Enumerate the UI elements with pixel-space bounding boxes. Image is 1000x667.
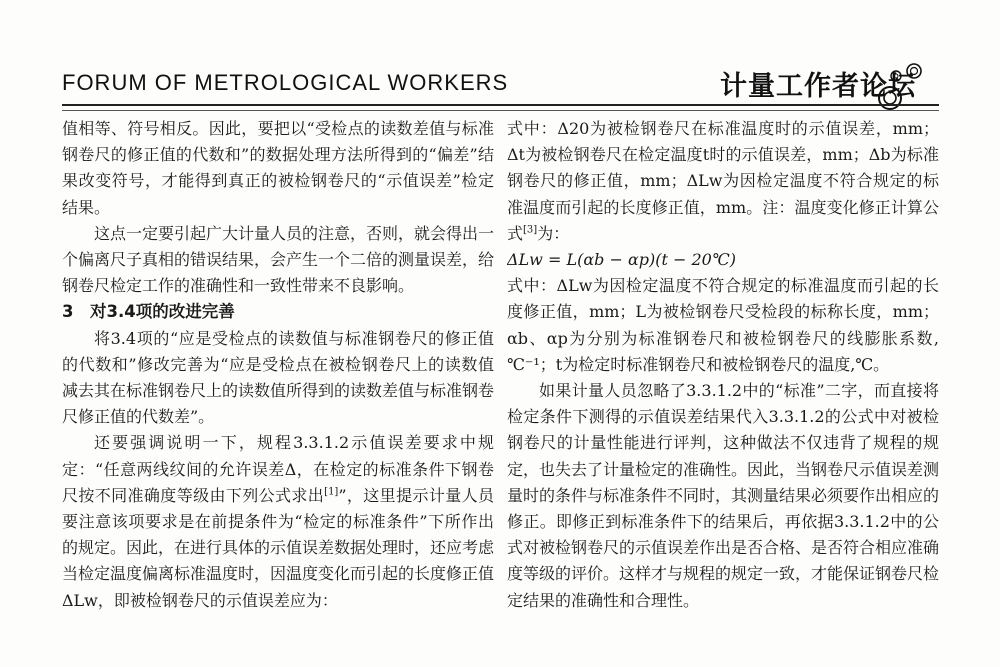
citation: [1]: [324, 486, 339, 498]
left-column: [62, 116, 494, 667]
journal-title-cn: 计量工作者论坛: [720, 71, 916, 102]
formula: ΔLw = L(αb − αp)(t − 20℃): [507, 250, 736, 270]
paragraph-text: 还要强调说明一下，规程3.3.1.2示值误差要求中规定：“任意两线纹间的允许误差Δ，在检定的标准条件下钢卷尺按不同准确度等级由下列公式求出: [62, 433, 494, 505]
header-rule-thin: [62, 110, 939, 111]
paragraph: [507, 116, 939, 247]
paragraph: 式中：ΔLw为因检定温度不符合规定的标准温度而引起的长度修正值，mm；L为被检钢卷尺受检段的标称长度，mm；αb、αp为分别为标准钢卷尺和被检钢卷尺的线膨胀系数,℃⁻¹；t为检定时标准钢卷尺和被检钢卷尺的温度,℃。: [507, 276, 939, 374]
paragraph-text: ”，这里提示计量人员要注意该项要求是在前提条件为“检定的标准条件”下所作出的规定。因此，在进行具体的示值误差数据处理时，还应考虑当检定温度偏离标准温度时，因温度变化而引起的长度修正值ΔLw，即被检钢卷尺的示值误差应为：: [62, 485, 494, 610]
journal-title-en: FORUM OF METROLOGICAL WORKERS: [62, 70, 509, 95]
paragraph: 将3.4项的“应是受检点的读数值与标准钢卷尺的修正值的代数和”修改完善为“应是受检点在被检钢卷尺上的读数值减去其在标准钢卷尺上的读数值所得到的读数差值与标准钢卷尺修正值的代数差”。: [62, 328, 494, 427]
section-heading: 3 对3.4项的改进完善: [62, 302, 235, 322]
header-rule: [62, 104, 939, 106]
citation: [3]: [523, 224, 538, 236]
paragraph: 这点一定要引起广大计量人员的注意，否则，就会得出一个偏离尺子真相的错误结果，会产生一个二倍的测量误差，给钢卷尺检定工作的准确性和一致性带来不良影响。: [62, 223, 494, 296]
paragraph: [62, 430, 494, 613]
paragraph-text: 为：: [537, 223, 570, 243]
paragraph: 如果计量人员忽略了3.3.1.2中的“标准”二字，而直接将检定条件下测得的示值误差结果代入3.3.1.2的公式中对被检钢卷尺的计量性能进行评判，这种做法不仅违背了规程的规定，也失去了计量检定的准确性。因此，当钢卷尺示值误差测量时的条件与标准条件不同时，其测量结果必须要作出相应的修正。即修正到标准条件下的结果后，再依据3.3.1.2中的公式对被检钢卷尺的示值误差作出是否合格、是否符合相应准确度等级的评价。这样才与规程的规定一致，才能保证钢卷尺检定结果的准确性和合理性。: [507, 381, 939, 610]
paragraph-text: 式中：Δ20为被检钢卷尺在标准温度时的示值误差，mm；Δt为被检钢卷尺在检定温度t时的示值误差，mm；Δb为标准钢卷尺的修正值，mm；ΔLw为因检定温度不符合规定的标准温度而引起的长度修正值，mm。注：温度变化修正计算公式: [507, 119, 939, 243]
paragraph: 值相等、符号相反。因此，要把以“受检点的读数差值与标准钢卷尺的修正值的代数和”的数据处理方法所得到的“偏差”结果改变符号，才能得到真正的被检钢卷尺的“示值误差”检定结果。: [62, 119, 494, 217]
right-column: [507, 116, 939, 667]
